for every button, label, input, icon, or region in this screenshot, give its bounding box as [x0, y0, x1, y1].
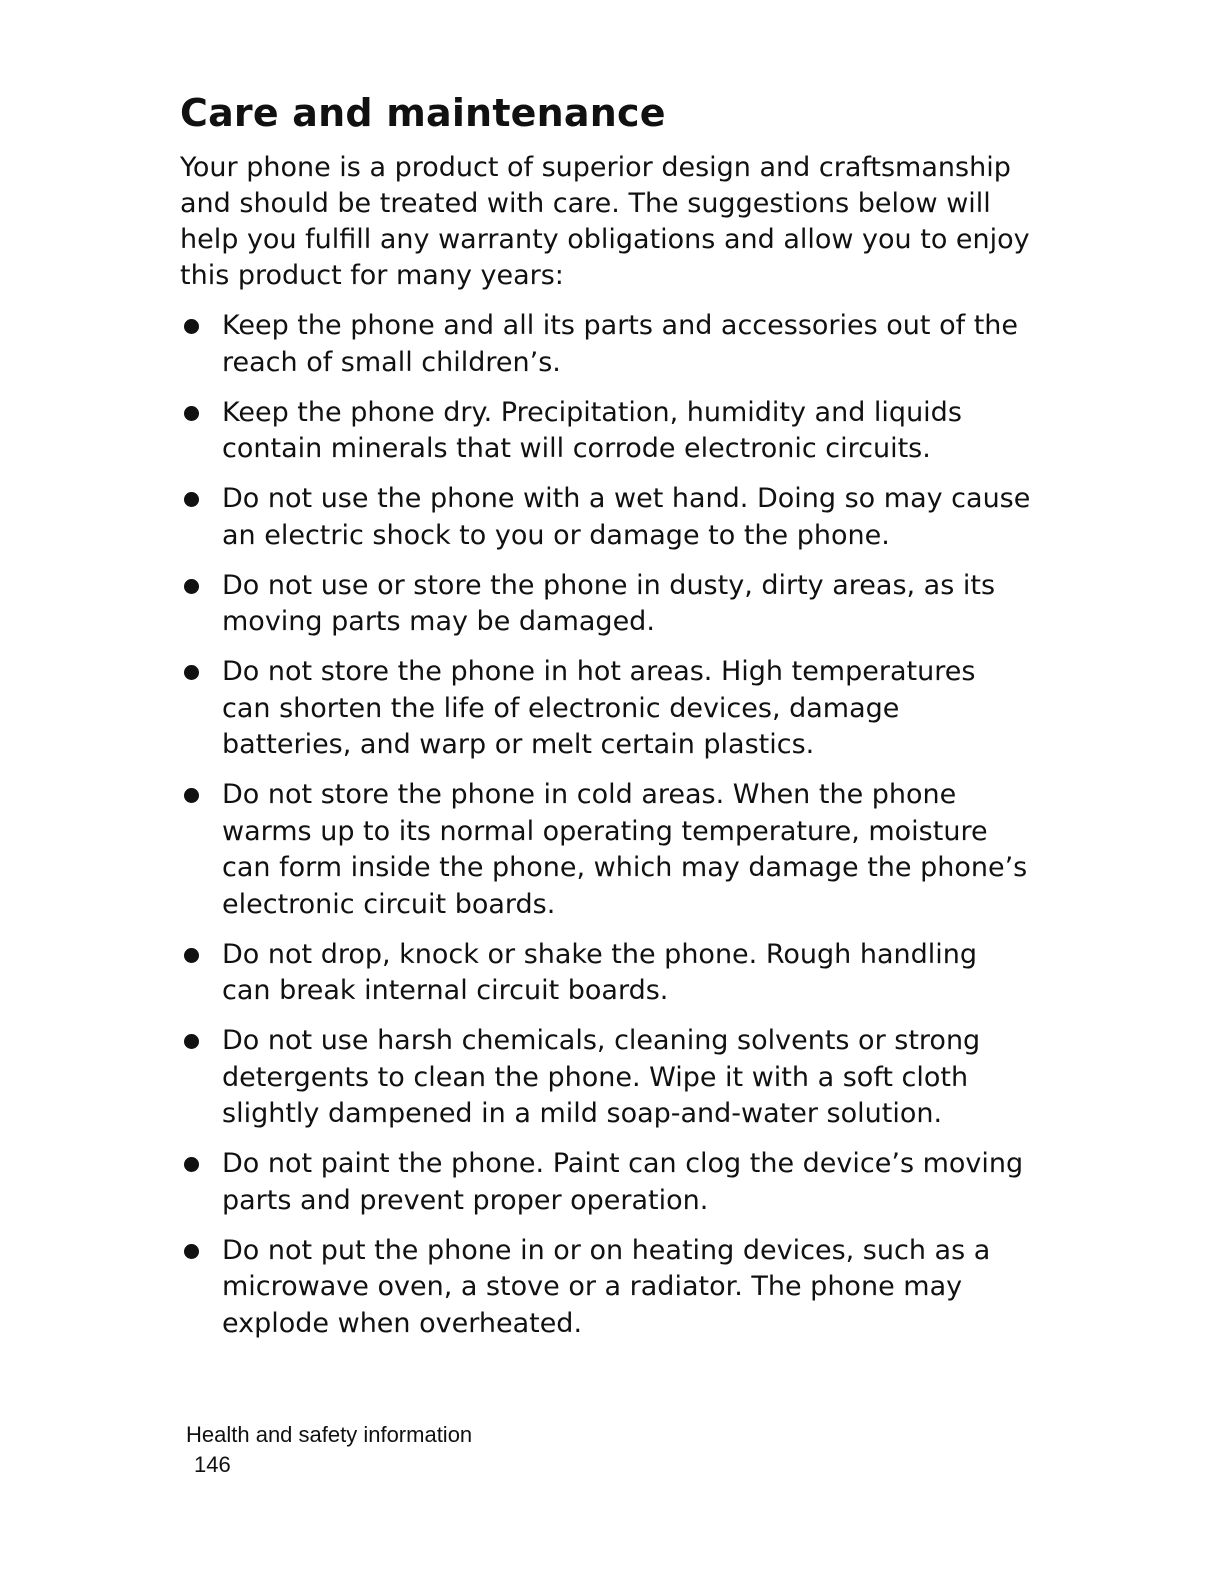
bullet-icon: [184, 492, 199, 507]
intro-paragraph: Your phone is a product of superior design and craftsmanship and should be treated with care. The suggestions below will help you fulfill any warranty obligations and allow you to enjoy this product for many years:: [180, 152, 1030, 291]
page-footer: [186, 1420, 472, 1480]
list-item-text: Do not paint the phone. Paint can clog the device’s moving parts and prevent proper operation.: [222, 1148, 1024, 1216]
list-item: [180, 308, 1032, 381]
bullet-icon: [184, 579, 199, 594]
list-item-text: Do not use harsh chemicals, cleaning solvents or strong detergents to clean the phone. Wipe it with a soft cloth slightly dampened in a mild soap-and-water solution.: [222, 1025, 981, 1129]
list-item: [180, 395, 1032, 468]
bullet-icon: [184, 1244, 199, 1259]
list-item-text: Do not use or store the phone in dusty, dirty areas, as its moving parts may be damaged.: [222, 569, 996, 637]
list-item-text: Do not use the phone with a wet hand. Doing so may cause an electric shock to you or damage to the phone.: [222, 483, 1031, 551]
bullet-icon: [184, 1157, 199, 1172]
list-item: [180, 777, 1032, 923]
list-item-text: Do not store the phone in hot areas. High temperatures can shorten the life of electronic devices, damage batteries, and warp or melt certain plastics.: [222, 656, 976, 760]
bullet-icon: [184, 406, 199, 421]
list-item: [180, 937, 1032, 1010]
list-item-text: Keep the phone dry. Precipitation, humidity and liquids contain minerals that will corrode electronic circuits.: [222, 396, 962, 464]
bullet-icon: [184, 319, 199, 334]
list-item: [180, 568, 1032, 641]
bullet-icon: [184, 788, 199, 803]
care-list: [180, 308, 1040, 1342]
page-number: 146: [194, 1452, 231, 1477]
list-item-text: Do not drop, knock or shake the phone. Rough handling can break internal circuit boards.: [222, 938, 978, 1006]
list-item-text: Do not store the phone in cold areas. When the phone warms up to its normal operating temperature, moisture can form inside the phone, which may damage the phone’s electronic circuit boards.: [222, 779, 1028, 920]
list-item: [180, 1146, 1032, 1219]
page-title: Care and maintenance: [180, 91, 666, 135]
bullet-icon: [184, 665, 199, 680]
list-item: [180, 481, 1032, 554]
list-item: [180, 654, 1032, 764]
document-page: [180, 88, 1040, 1356]
list-item-text: Keep the phone and all its parts and accessories out of the reach of small children’s.: [222, 310, 1018, 378]
list-item-text: Do not put the phone in or on heating devices, such as a microwave oven, a stove or a radiator. The phone may explode when overheated.: [222, 1234, 991, 1339]
list-item: [180, 1233, 1032, 1343]
bullet-icon: [184, 1034, 199, 1049]
footer-section-title: Health and safety information: [186, 1422, 473, 1447]
bullet-icon: [184, 948, 199, 963]
list-item: [180, 1023, 1032, 1133]
